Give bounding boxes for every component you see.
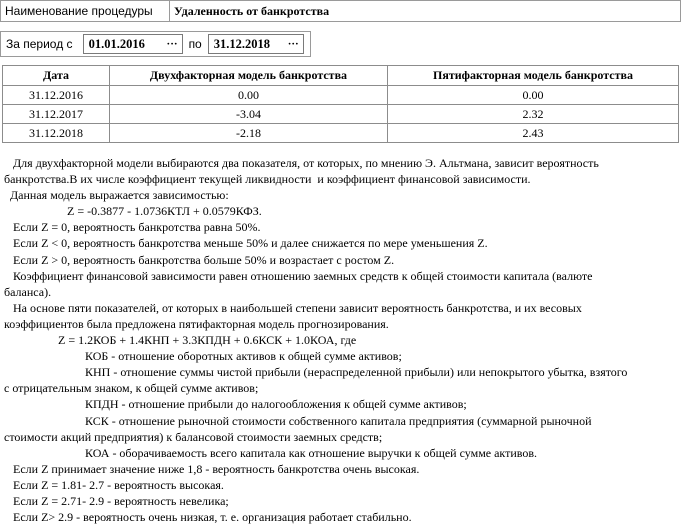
column-header-date: Дата xyxy=(3,66,110,86)
description-line: Если Z = 2.71- 2.9 - вероятность невелика; xyxy=(4,493,229,508)
date-from-field[interactable] xyxy=(83,34,183,54)
period-from-label: За период с xyxy=(6,37,73,51)
cell-five-factor: 0.00 xyxy=(388,86,679,105)
date-to-value: 31.12.2018 xyxy=(213,36,270,51)
procedure-row xyxy=(0,0,681,22)
period-to-label: по xyxy=(188,37,202,51)
description-line: Если Z> 2.9 - вероятность очень низкая, т. е. организация работает стабильно. xyxy=(4,510,412,525)
cell-five-factor: 2.32 xyxy=(388,105,679,124)
cell-two-factor: 0.00 xyxy=(110,86,388,105)
table-row xyxy=(3,124,679,143)
bankruptcy-results-table xyxy=(2,65,679,143)
date-to-picker-icon[interactable]: ··· xyxy=(287,38,299,50)
procedure-label: Наименование процедуры xyxy=(0,0,169,22)
description-line: Если Z = 1.81- 2.7 - вероятность высокая. xyxy=(4,477,224,492)
description-line: Z = -0.3877 - 1.0736КТЛ + 0.0579КФЗ. xyxy=(4,204,262,219)
description-line: Если Z принимает значение ниже 1,8 - вероятность банкротства очень высокая. xyxy=(4,461,420,476)
cell-two-factor: -3.04 xyxy=(110,105,388,124)
description-line: Если Z = 0, вероятность банкротства равна 50%. xyxy=(4,220,261,235)
description-line: КОБ - отношение оборотных активов к общей сумме активов; xyxy=(4,349,402,364)
column-header-two-factor: Двухфакторная модель банкротства xyxy=(110,66,388,86)
description-line: стоимости акций предприятия) к балансовой стоимости заемных средств; xyxy=(4,429,383,444)
description-line: Данная модель выражается зависимостью: xyxy=(4,188,229,203)
cell-five-factor: 2.43 xyxy=(388,124,679,143)
cell-date: 31.12.2017 xyxy=(3,105,110,124)
cell-date: 31.12.2018 xyxy=(3,124,110,143)
description-line: с отрицательным знаком, к общей сумме активов; xyxy=(4,381,259,396)
description-line: На основе пяти показателей, от которых в наибольшей степени зависит вероятность банкротства, и их весовых xyxy=(4,300,582,315)
date-to-field[interactable] xyxy=(208,34,304,54)
period-filter xyxy=(0,31,311,57)
description-line: КСК - отношение рыночной стоимости собственного капитала предприятия (суммарной рыночной xyxy=(4,413,592,428)
description-line: КПДН - отношение прибыли до налогообложения к общей сумме активов; xyxy=(4,397,467,412)
description-line: коэффициентов была предложена пятифакторная модель прогнозирования. xyxy=(4,316,389,331)
description-line: КНП - отношение суммы чистой прибыли (нераспределенной прибыли) или непокрытого убытка, взятого xyxy=(4,365,628,380)
model-description xyxy=(4,155,680,525)
description-line: КОА - оборачиваемость всего капитала как отношение выручки к общей сумме активов. xyxy=(4,445,538,460)
description-line: Для двухфакторной модели выбираются два показателя, от которых, по мнению Э. Альтмана, зависит вероятность xyxy=(4,156,599,170)
description-line: баланса). xyxy=(4,284,52,299)
description-line: Если Z < 0, вероятность банкротства меньше 50% и далее снижается по мере уменьшения Z. xyxy=(4,236,488,251)
description-line: Коэффициент финансовой зависимости равен отношению заемных средств к общей стоимости капитала (валюте xyxy=(4,268,593,283)
cell-date: 31.12.2016 xyxy=(3,86,110,105)
column-header-five-factor: Пятифакторная модель банкротства xyxy=(388,66,679,86)
table-row xyxy=(3,105,679,124)
description-line: банкротства.В их числе коэффициент текущей ликвидности и коэффициент финансовой зависимости. xyxy=(4,172,531,187)
description-line: Z = 1.2КОБ + 1.4КНП + 3.3КПДН + 0.6КСК + 1.0КОА, где xyxy=(4,333,357,348)
table-header-row xyxy=(3,66,679,86)
cell-two-factor: -2.18 xyxy=(110,124,388,143)
date-from-picker-icon[interactable]: ··· xyxy=(166,38,178,50)
date-from-value: 01.01.2016 xyxy=(88,36,145,51)
description-line: Если Z > 0, вероятность банкротства больше 50% и возрастает с ростом Z. xyxy=(4,252,395,267)
table-row xyxy=(3,86,679,105)
procedure-name-field: Удаленность от банкротства xyxy=(169,0,681,22)
